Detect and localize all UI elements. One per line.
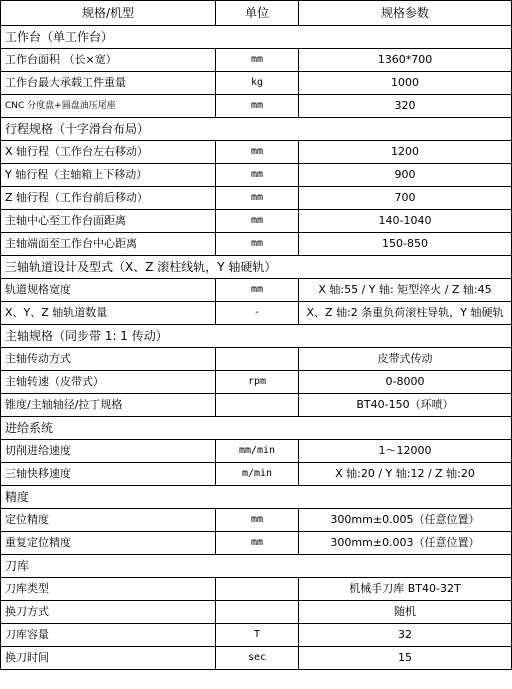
spec-row: [1, 164, 512, 187]
header-name: 规格/机型: [1, 1, 216, 26]
spec-value: 150-850: [299, 233, 512, 256]
spec-row: [1, 394, 512, 417]
spec-row: [1, 509, 512, 532]
section-row: [1, 26, 512, 49]
spec-value: 机械手刀库 BT40-32T: [299, 578, 512, 601]
spec-unit: mm: [216, 509, 299, 532]
spec-value: BT40-150（环喷）: [299, 394, 512, 417]
spec-unit: kg: [216, 72, 299, 95]
section-row: [1, 325, 512, 348]
header-unit: 单位: [216, 1, 299, 26]
spec-body: [1, 26, 512, 670]
spec-row: [1, 141, 512, 164]
section-title: 刀库: [1, 555, 512, 578]
spec-row: [1, 302, 512, 325]
spec-value: 1000: [299, 72, 512, 95]
spec-name: 主轴中心至工作台面距离: [1, 210, 216, 233]
spec-name: 主轴端面至工作台中心距离: [1, 233, 216, 256]
spec-unit: T: [216, 624, 299, 647]
spec-row: [1, 233, 512, 256]
section-title: 三轴轨道设计及型式（X、Z 滚柱线轨，Y 轴硬轨）: [1, 256, 512, 279]
spec-row: [1, 624, 512, 647]
spec-row: [1, 371, 512, 394]
spec-unit: [216, 348, 299, 371]
spec-unit: m/min: [216, 463, 299, 486]
spec-unit: mm/min: [216, 440, 299, 463]
section-title: 精度: [1, 486, 512, 509]
spec-row: [1, 532, 512, 555]
spec-value: 1200: [299, 141, 512, 164]
spec-row: [1, 210, 512, 233]
spec-unit: mm: [216, 532, 299, 555]
spec-row: [1, 463, 512, 486]
spec-name: 工作台面积 （长×宽）: [1, 49, 216, 72]
spec-value: 32: [299, 624, 512, 647]
spec-name: Z 轴行程（工作台前后移动）: [1, 187, 216, 210]
spec-value: 随机: [299, 601, 512, 624]
spec-value: 皮带式传动: [299, 348, 512, 371]
spec-name: 三轴快移速度: [1, 463, 216, 486]
spec-unit: rpm: [216, 371, 299, 394]
spec-name: 主轴传动方式: [1, 348, 216, 371]
spec-row: [1, 647, 512, 670]
spec-value: 900: [299, 164, 512, 187]
section-title: 工作台（单工作台）: [1, 26, 512, 49]
spec-value: 140-1040: [299, 210, 512, 233]
spec-row: [1, 578, 512, 601]
spec-value: 300mm±0.003（任意位置）: [299, 532, 512, 555]
spec-unit: sec: [216, 647, 299, 670]
section-title: 主轴规格（同步带 1: 1 传动）: [1, 325, 512, 348]
spec-unit: mm: [216, 141, 299, 164]
spec-unit: [216, 601, 299, 624]
spec-name: CNC 分度盘+圆盘油压尾座: [1, 95, 216, 118]
spec-value: 0-8000: [299, 371, 512, 394]
spec-name: Y 轴行程（主轴箱上下移动）: [1, 164, 216, 187]
spec-value: 700: [299, 187, 512, 210]
table-header-row: [1, 1, 512, 26]
spec-name: 锥度/主轴轴径/拉丁规格: [1, 394, 216, 417]
section-row: [1, 486, 512, 509]
spec-value: 300mm±0.005（任意位置）: [299, 509, 512, 532]
spec-unit: mm: [216, 95, 299, 118]
section-title: 行程规格（十字滑台布局）: [1, 118, 512, 141]
spec-row: [1, 348, 512, 371]
spec-value: X 轴:55 / Y 轴: 矩型淬火 / Z 轴:45: [299, 279, 512, 302]
section-row: [1, 118, 512, 141]
header-value: 规格参数: [299, 1, 512, 26]
spec-name: 换刀方式: [1, 601, 216, 624]
spec-name: 刀库类型: [1, 578, 216, 601]
spec-unit: -: [216, 302, 299, 325]
spec-name: X、Y、Z 轴轨道数量: [1, 302, 216, 325]
spec-row: [1, 440, 512, 463]
spec-name: 换刀时间: [1, 647, 216, 670]
spec-name: 刀库容量: [1, 624, 216, 647]
spec-name: 重复定位精度: [1, 532, 216, 555]
section-row: [1, 555, 512, 578]
spec-row: [1, 187, 512, 210]
spec-row: [1, 72, 512, 95]
spec-row: [1, 49, 512, 72]
spec-name: 工作台最大承载工件重量: [1, 72, 216, 95]
spec-name: 切削进给速度: [1, 440, 216, 463]
spec-value: 320: [299, 95, 512, 118]
spec-row: [1, 95, 512, 118]
spec-name: 轨道规格宽度: [1, 279, 216, 302]
spec-unit: mm: [216, 233, 299, 256]
spec-unit: [216, 578, 299, 601]
spec-row: [1, 601, 512, 624]
spec-value: 1360*700: [299, 49, 512, 72]
spec-unit: [216, 394, 299, 417]
section-row: [1, 256, 512, 279]
spec-row: [1, 279, 512, 302]
spec-value: 1～12000: [299, 440, 512, 463]
spec-name: X 轴行程（工作台左右移动）: [1, 141, 216, 164]
spec-unit: mm: [216, 187, 299, 210]
spec-unit: mm: [216, 279, 299, 302]
section-title: 进给系统: [1, 417, 512, 440]
spec-value: 15: [299, 647, 512, 670]
spec-unit: mm: [216, 210, 299, 233]
spec-name: 定位精度: [1, 509, 216, 532]
section-row: [1, 417, 512, 440]
spec-name: 主轴转速（皮带式）: [1, 371, 216, 394]
spec-value: X、Z 轴:2 条重负荷滚柱导轨，Y 轴硬轨: [299, 302, 512, 325]
spec-unit: mm: [216, 164, 299, 187]
spec-value: X 轴:20 / Y 轴:12 / Z 轴:20: [299, 463, 512, 486]
spec-unit: mm: [216, 49, 299, 72]
